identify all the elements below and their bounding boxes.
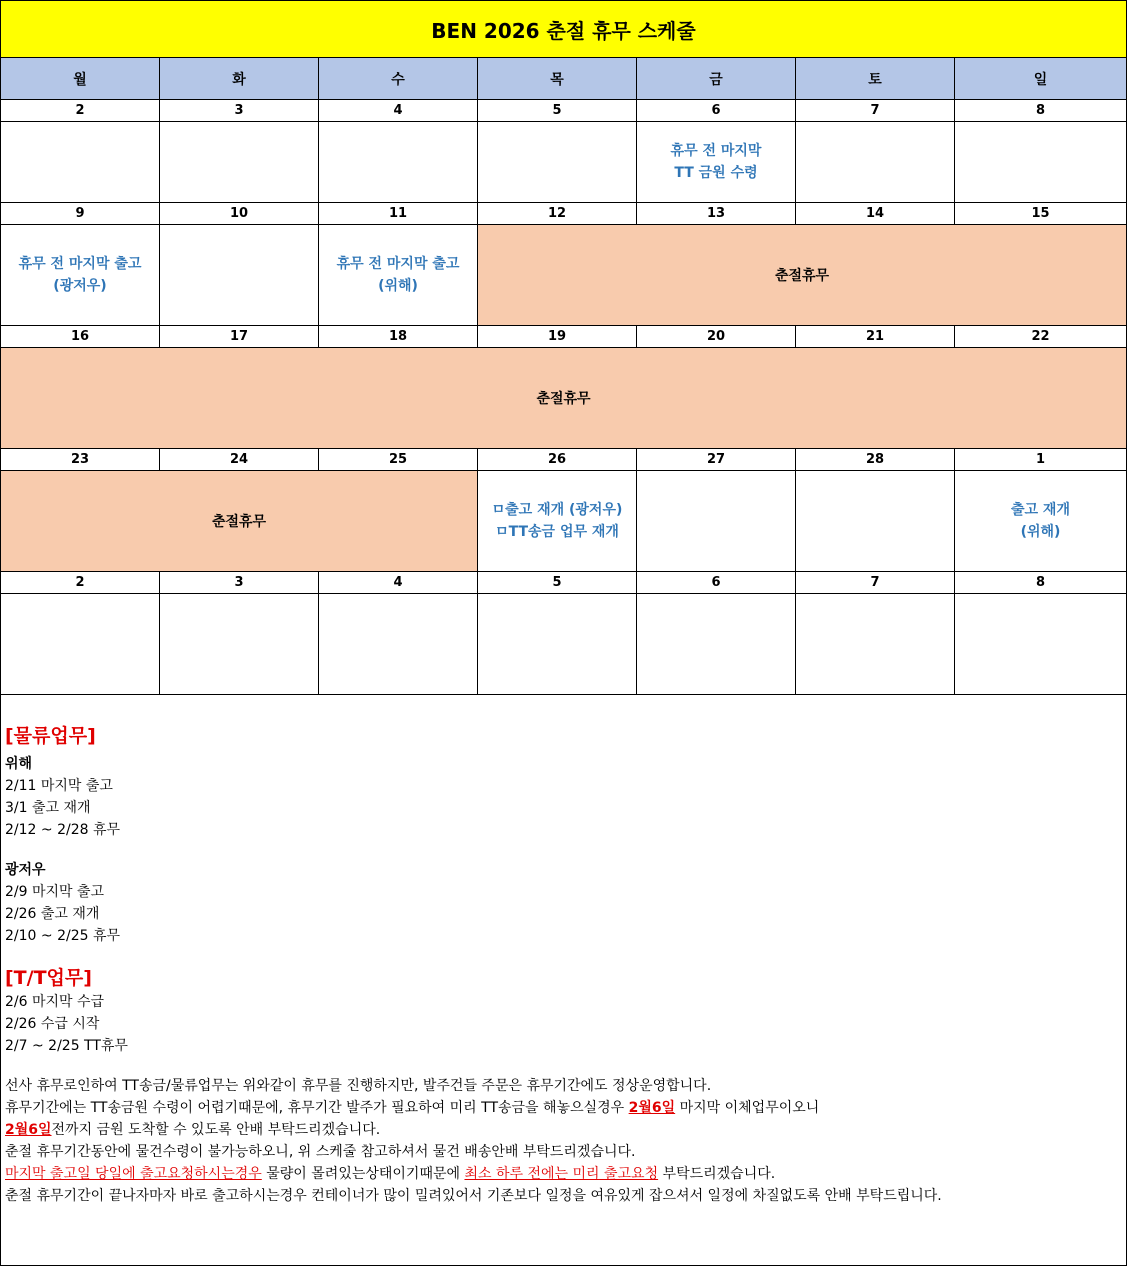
event-cell: [637, 122, 796, 203]
date-number: 28: [796, 449, 955, 471]
event-line: 출고 재개: [1011, 502, 1070, 518]
date-number: 22: [955, 326, 1126, 348]
date-number: 19: [478, 326, 637, 348]
day-cell: [160, 225, 319, 326]
date-number: 7: [796, 100, 955, 122]
notice-line-1: 선사 휴무로인하여 TT송금/물류업무는 위와같이 휴무를 진행하지만, 발주건들 주문은 휴무기간에도 정상운영합니다.: [5, 1078, 712, 1094]
day-cell: [637, 471, 796, 572]
date-number: 16: [1, 326, 160, 348]
day-cell: [637, 594, 796, 695]
event-line: TT 금원 수령: [674, 165, 758, 181]
day-cell: [955, 122, 1126, 203]
weihai-line: 2/11 마지막 출고: [5, 778, 113, 794]
page-title: BEN 2026 춘절 휴무 스케줄: [1, 1, 1126, 58]
event-cell: [1, 225, 160, 326]
date-number: 2: [1, 100, 160, 122]
event-line: 휴무 전 마지막 출고: [336, 256, 460, 272]
date-number: 20: [637, 326, 796, 348]
event-line: (위해): [1020, 524, 1061, 540]
day-cell: [478, 122, 637, 203]
weihai-line: 2/12 ~ 2/28 휴무: [5, 822, 121, 838]
date-number: 3: [160, 100, 319, 122]
date-number: 27: [637, 449, 796, 471]
notice-line-6: 춘절 휴무기간이 끝나자마자 바로 출고하시는경우 컨테이너가 많이 밀려있어서 기존보다 일정을 여유있게 잡으셔서 일정에 차질없도록 안배 부탁드립니다.: [5, 1188, 942, 1204]
event-cell: [319, 225, 478, 326]
day-cell: [796, 594, 955, 695]
date-number: 6: [637, 572, 796, 594]
guangzhou-label: 광저우: [5, 862, 46, 878]
event-line: 휴무 전 마지막: [670, 143, 762, 159]
holiday-block: 춘절휴무: [1, 348, 1126, 449]
date-number: 4: [319, 572, 478, 594]
notice-line-4: 춘절 휴무기간동안에 물건수령이 불가능하오니, 위 스케줄 참고하셔서 물건 배송안배 부탁드리겠습니다.: [5, 1144, 636, 1160]
holiday-block: 춘절휴무: [1, 471, 478, 572]
event-line: (광저우): [53, 278, 107, 294]
holiday-block: 춘절휴무: [478, 225, 1126, 326]
day-cell: [955, 594, 1126, 695]
date-number: 1: [955, 449, 1126, 471]
date-number: 24: [160, 449, 319, 471]
date-number: 8: [955, 100, 1126, 122]
weekday-header: 금: [637, 58, 796, 100]
date-number: 6: [637, 100, 796, 122]
tt-heading: [T/T업무]: [5, 967, 92, 989]
weihai-line: 3/1 출고 재개: [5, 800, 91, 816]
date-number: 3: [160, 572, 319, 594]
date-number: 25: [319, 449, 478, 471]
event-line: ㅁ출고 재개 (광저우): [491, 502, 623, 518]
weihai-label: 위해: [5, 756, 33, 772]
event-cell: [478, 471, 637, 572]
date-number: 17: [160, 326, 319, 348]
day-cell: [319, 594, 478, 695]
date-number: 4: [319, 100, 478, 122]
notice-line-5: 마지막 출고일 당일에 출고요청하시는경우 물량이 몰려있는상태이기때문에 최소 하루 전에는 미리 출고요청 부탁드리겠습니다.: [5, 1166, 776, 1182]
tt-line: 2/7 ~ 2/25 TT휴무: [5, 1038, 128, 1054]
day-cell: [160, 122, 319, 203]
day-cell: [796, 122, 955, 203]
day-cell: [160, 594, 319, 695]
date-number: 11: [319, 203, 478, 225]
logistics-heading: [물류업무]: [5, 725, 96, 747]
guangzhou-line: 2/10 ~ 2/25 휴무: [5, 928, 121, 944]
weekday-header: 월: [1, 58, 160, 100]
date-number: 8: [955, 572, 1126, 594]
date-number: 21: [796, 326, 955, 348]
weekday-header: 목: [478, 58, 637, 100]
day-cell: [1, 594, 160, 695]
date-number: 15: [955, 203, 1126, 225]
notice-line-3: 2월6일전까지 금원 도착할 수 있도록 안배 부탁드리겠습니다.: [5, 1122, 381, 1138]
tt-line: 2/26 수급 시작: [5, 1016, 100, 1032]
date-number: 2: [1, 572, 160, 594]
guangzhou-line: 2/9 마지막 출고: [5, 884, 105, 900]
day-cell: [478, 594, 637, 695]
deadline-date: 2월6일: [628, 1100, 676, 1116]
weekday-header: 토: [796, 58, 955, 100]
date-number: 14: [796, 203, 955, 225]
weekday-header: 화: [160, 58, 319, 100]
day-cell: [319, 122, 478, 203]
date-number: 5: [478, 100, 637, 122]
deadline-date: 2월6일: [5, 1122, 52, 1138]
event-cell: [955, 471, 1126, 572]
notice-line-2: 휴무기간에는 TT송금원 수령이 어렵기때문에, 휴무기간 발주가 필요하여 미리 TT송금을 해놓으실경우 2월6일 마지막 이체업무이오니: [5, 1100, 820, 1116]
weekday-header: 일: [955, 58, 1126, 100]
weekday-header: 수: [319, 58, 478, 100]
date-number: 12: [478, 203, 637, 225]
event-line: (위해): [378, 278, 418, 294]
date-number: 9: [1, 203, 160, 225]
day-cell: [1, 122, 160, 203]
date-number: 7: [796, 572, 955, 594]
date-number: 13: [637, 203, 796, 225]
date-number: 10: [160, 203, 319, 225]
guangzhou-line: 2/26 출고 재개: [5, 906, 100, 922]
event-line: 휴무 전 마지막 출고: [18, 256, 142, 272]
date-number: 23: [1, 449, 160, 471]
tt-line: 2/6 마지막 수급: [5, 994, 105, 1010]
event-line: ㅁTT송금 업무 재개: [495, 524, 619, 540]
date-number: 18: [319, 326, 478, 348]
date-number: 26: [478, 449, 637, 471]
day-cell: [796, 471, 955, 572]
notes-section: [5, 713, 1115, 1207]
date-number: 5: [478, 572, 637, 594]
